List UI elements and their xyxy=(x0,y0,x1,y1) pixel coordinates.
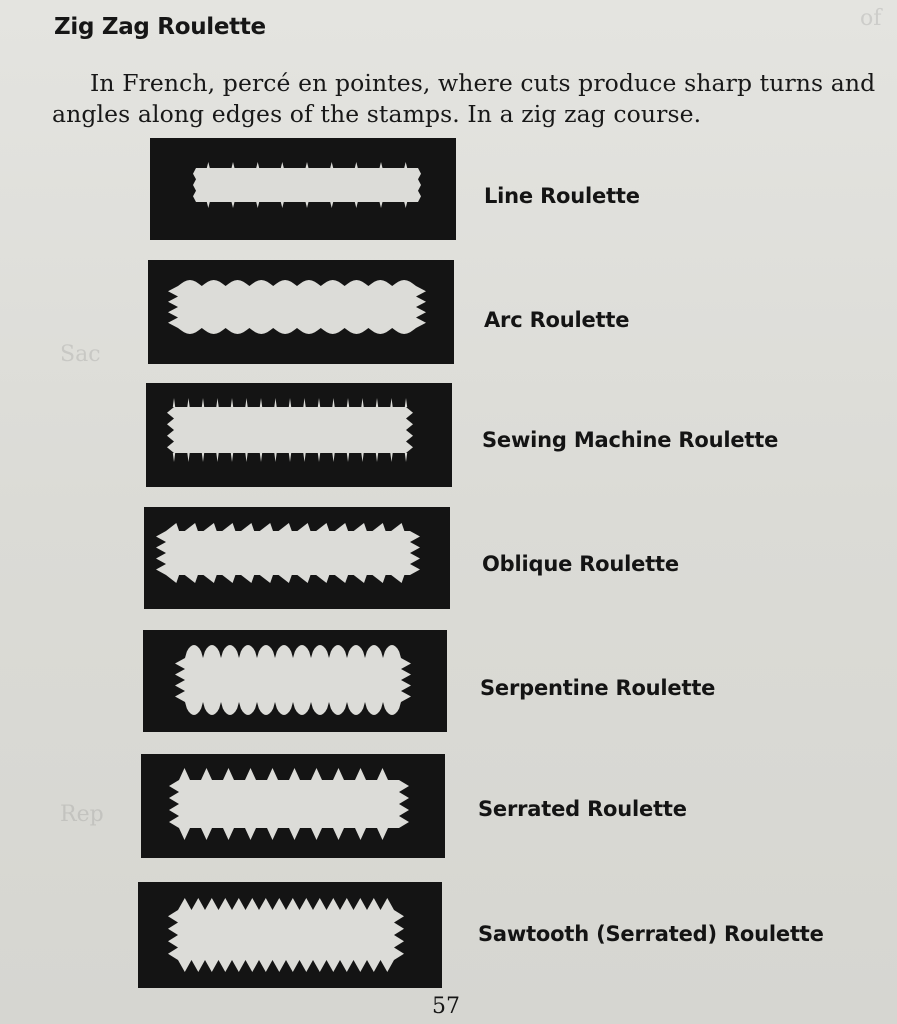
roulette-figure-7 xyxy=(138,882,442,988)
roulette-label-6: Serrated Roulette xyxy=(478,797,687,821)
roulette-label-3: Sewing Machine Roulette xyxy=(482,428,779,452)
roulette-figure-6 xyxy=(141,754,445,858)
roulette-figure-5 xyxy=(143,630,447,732)
intro-paragraph: In French, percé en pointes, where cuts produce sharp turns and angles along edges of the stamps. In a zig zag course. xyxy=(52,69,876,128)
roulette-cut-window xyxy=(156,523,420,583)
roulette-figure-3 xyxy=(146,383,452,487)
section-heading: Zig Zag Roulette xyxy=(54,14,266,40)
roulette-label-2: Arc Roulette xyxy=(484,308,630,332)
roulette-figure-4 xyxy=(144,507,450,609)
page-number: 57 xyxy=(432,994,460,1019)
show-through-text: Sac xyxy=(60,342,101,367)
roulette-figure-2 xyxy=(148,260,454,364)
roulette-figure-1 xyxy=(150,138,456,240)
show-through-text: Rep xyxy=(60,802,104,827)
roulette-cut-window xyxy=(193,162,421,208)
roulette-label-1: Line Roulette xyxy=(484,184,640,208)
roulette-cut-window xyxy=(167,398,413,462)
roulette-label-5: Serpentine Roulette xyxy=(480,676,716,700)
roulette-cut-window xyxy=(168,280,426,334)
show-through-text: of xyxy=(860,6,882,31)
roulette-label-7: Sawtooth (Serrated) Roulette xyxy=(478,922,824,946)
roulette-label-4: Oblique Roulette xyxy=(482,552,679,576)
